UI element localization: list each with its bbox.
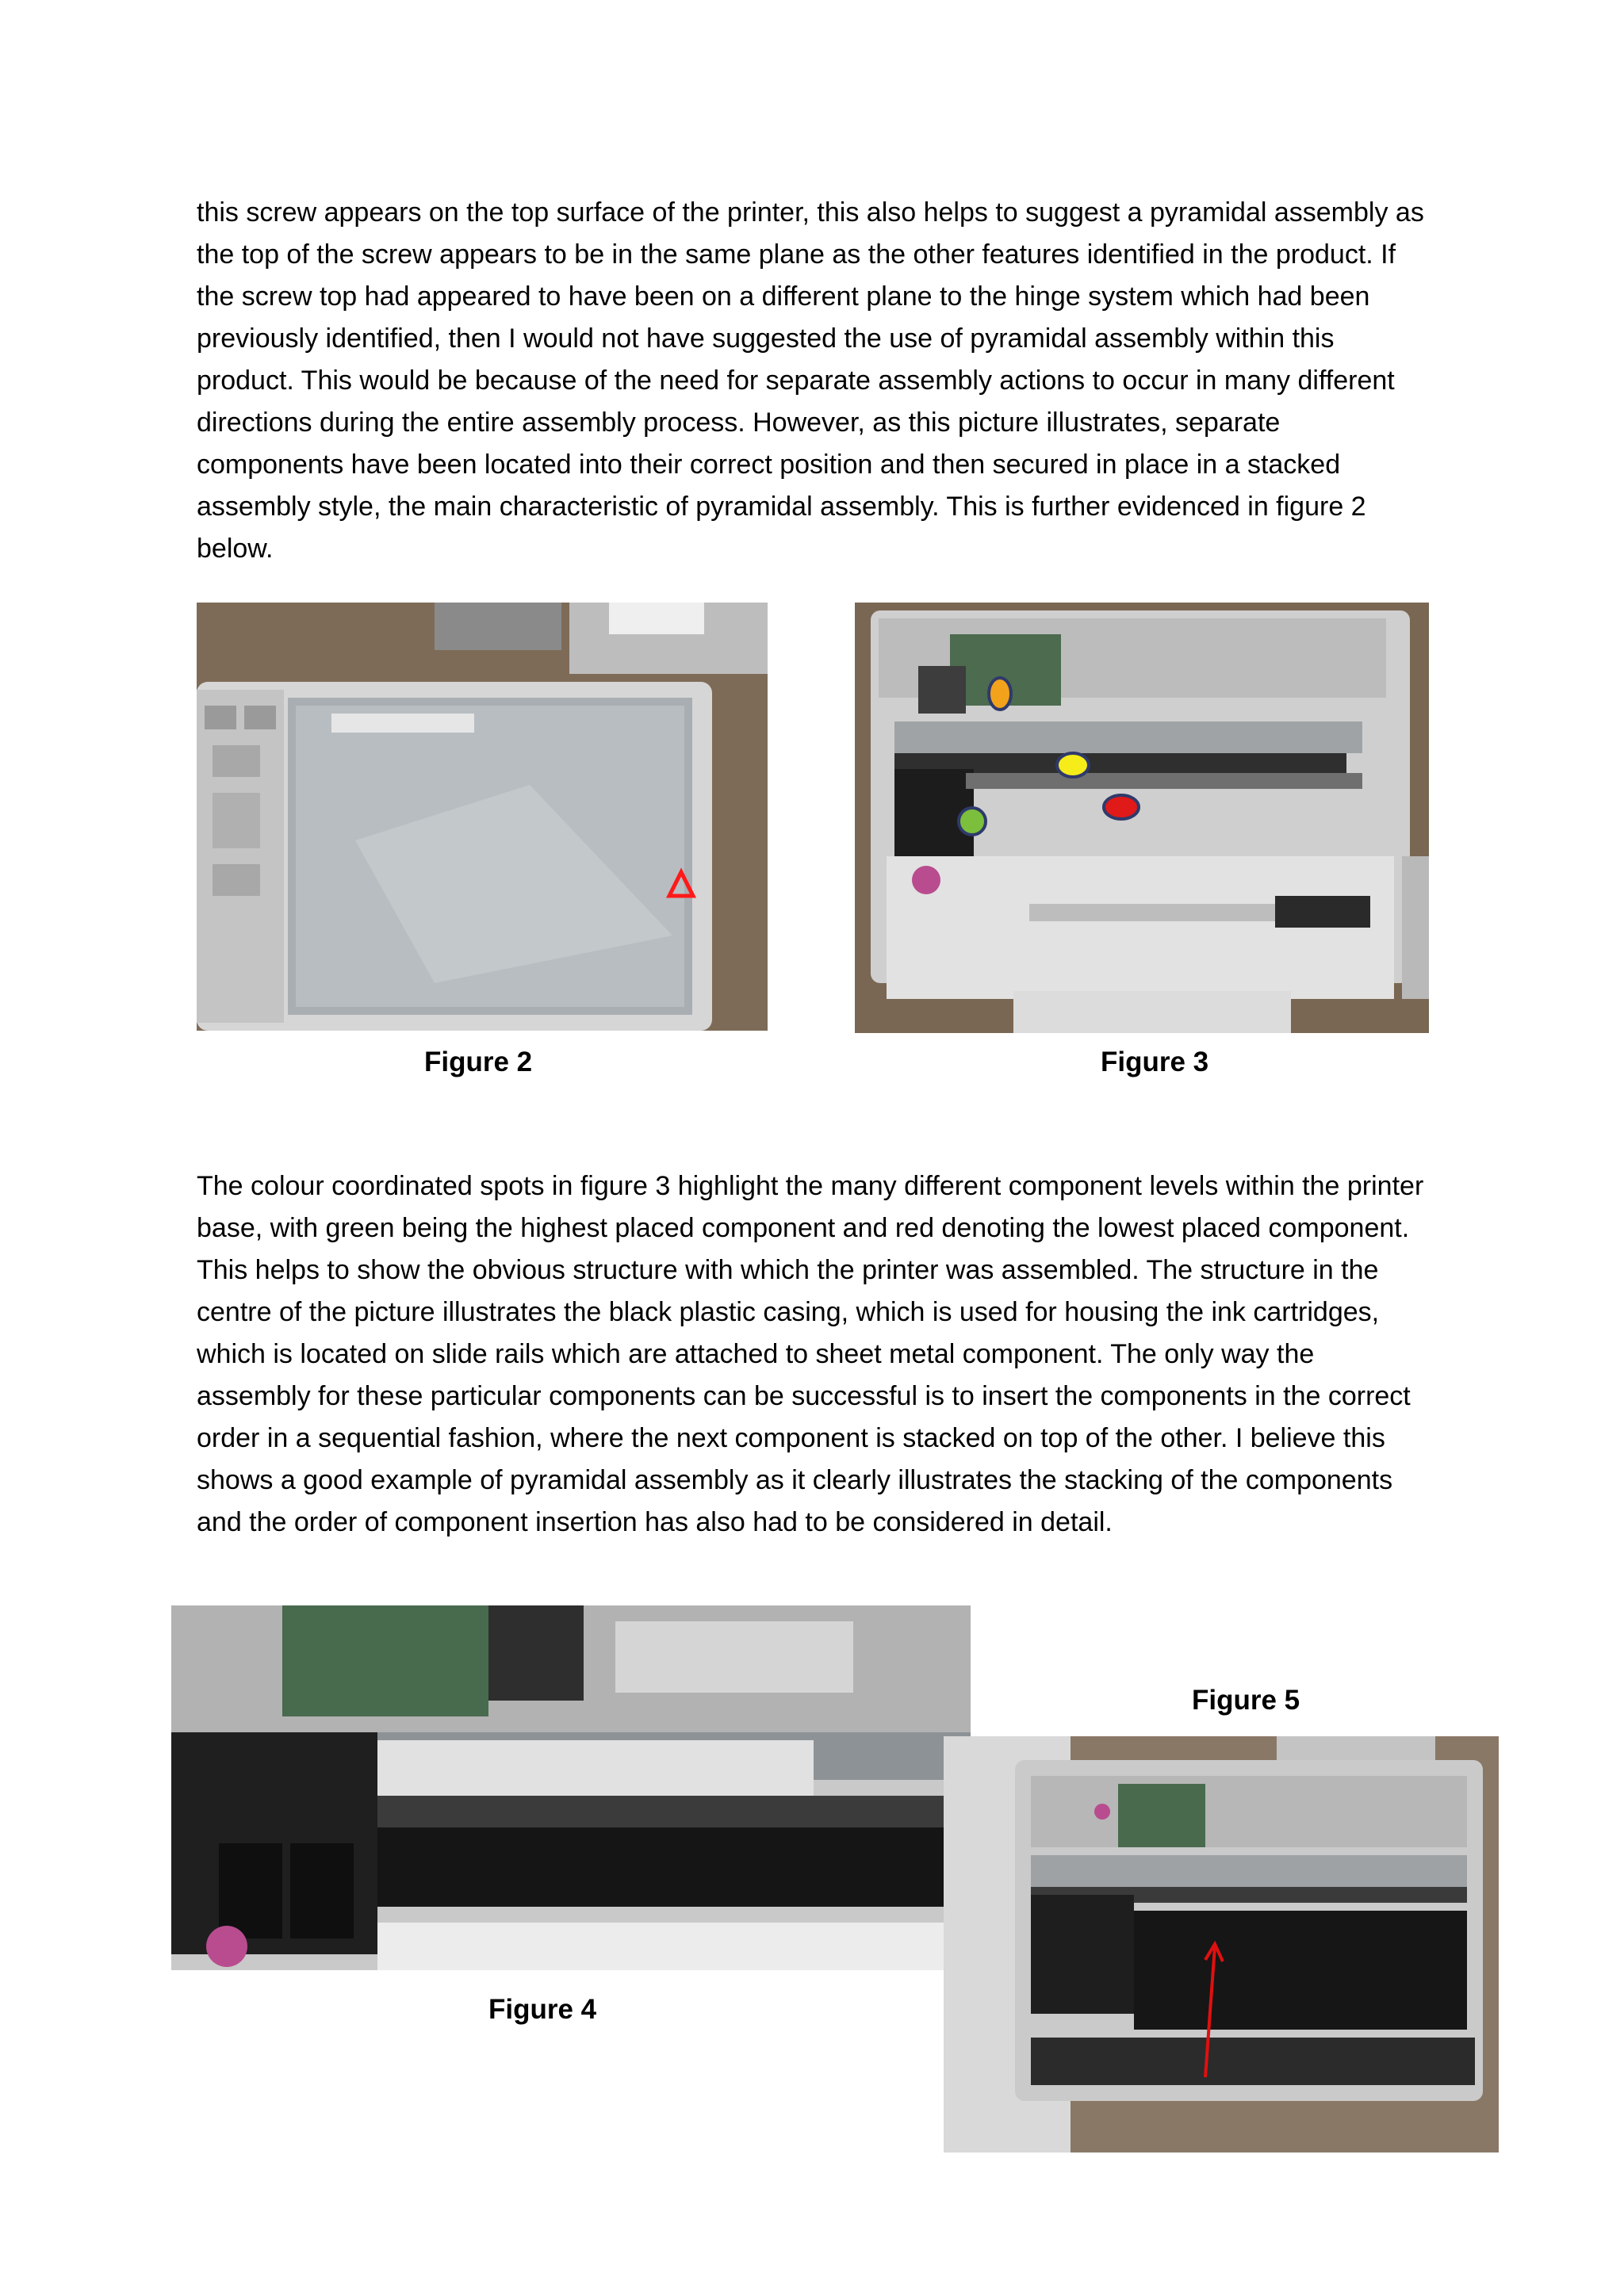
body-paragraph-2: The colour coordinated spots in figure 3 highlight the many different component levels within the printer base, with green being the highest placed component and red denoting the lowest placed component. This helps to show the obvious structure with which the printer was assembled. The structure in the centre of the picture illustrates the black plastic casing, which is used for housing the ink cartridges, which is located on slide rails which are attached to sheet metal component. The only way the assembly for these particular components can be successful is to insert the components in the correct order in a sequential fashion, where the next component is stacked on top of the other. I believe this shows a good example of pyramidal assembly as it clearly illustrates the stacking of the components and the order of component insertion has also had to be considered in detail. [197,1171,1424,1537]
yellow-spot-marker [1057,753,1089,777]
figure-5-image [944,1736,1499,2152]
figure-3-caption: Figure 3 [1101,1047,1209,1077]
orange-spot-marker [989,678,1011,710]
figure-4-image [171,1605,971,1970]
body-paragraph-1: this screw appears on the top surface of the printer, this also helps to suggest a pyramidal assembly as the top of the screw appears to be in the same plane as the other features identified in the product. If the screw top had appeared to have been on a different plane to the hinge system which had been previously identified, then I would not have suggested the use of pyramidal assembly within this product. This would be because of the need for separate assembly actions to occur in many different directions during the entire assembly process. However, as this picture illustrates, separate components have been located into their correct position and then secured in place in a stacked assembly style, the main characteristic of pyramidal assembly. This is further evidenced in figure 2 below. [197,197,1424,564]
red-spot-marker [1104,795,1139,819]
figure-3-image [855,603,1429,1033]
figure-2-image [197,603,768,1031]
green-spot-marker [959,808,986,835]
figure-5-caption: Figure 5 [1192,1685,1300,1716]
figure-2-caption: Figure 2 [424,1047,533,1077]
figure-4-caption: Figure 4 [488,1994,597,2025]
